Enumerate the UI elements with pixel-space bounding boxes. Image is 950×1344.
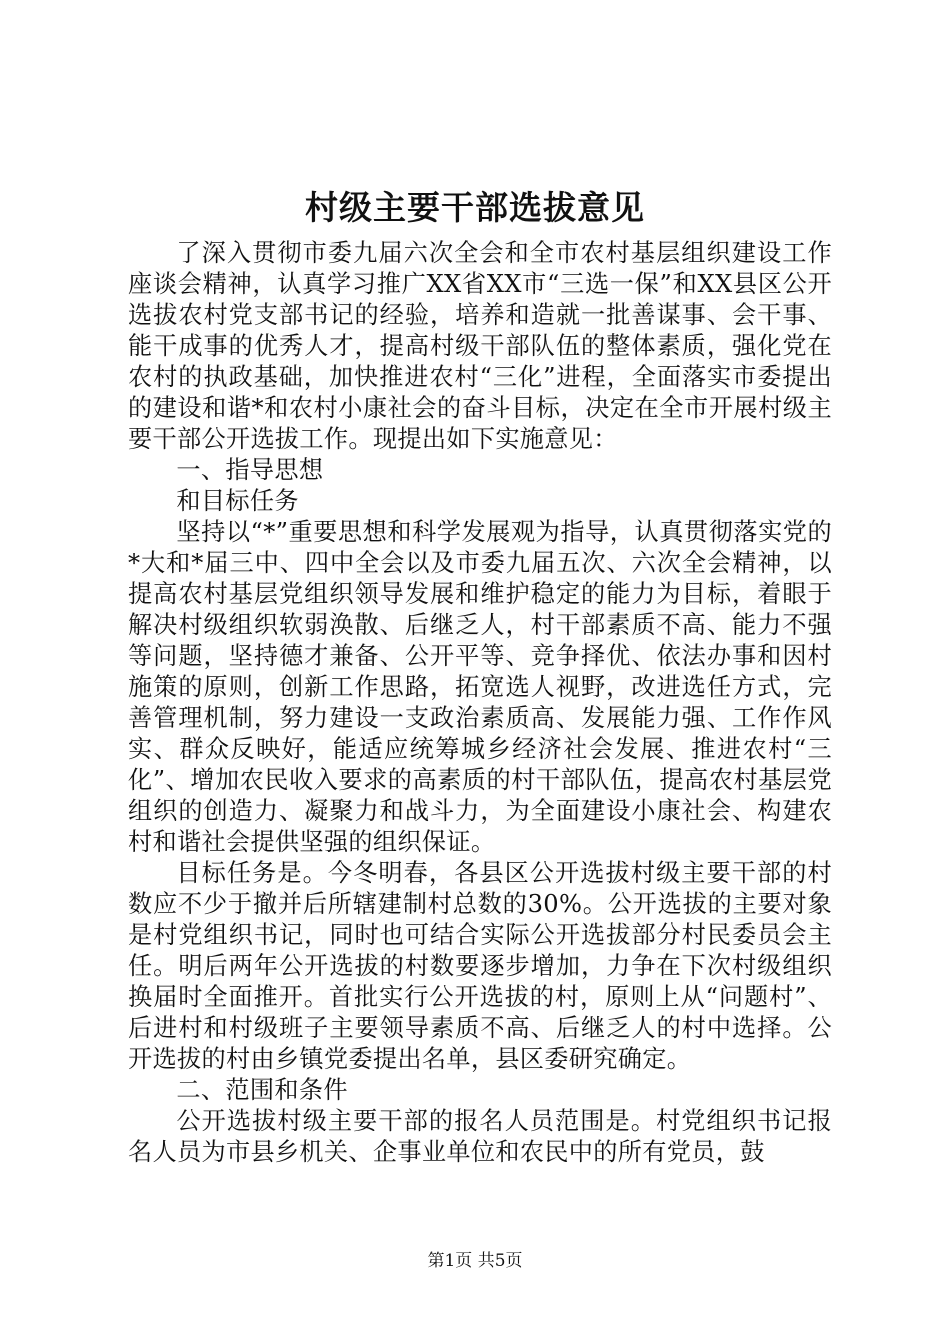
paragraph-scope: 公开选拔村级主要干部的报名人员范围是。村党组织书记报名人员为市县乡机关、企事业单位和农民中的所有党员，鼓: [128, 1107, 832, 1166]
document-body: [128, 238, 832, 1168]
paragraph-guiding-ideology: 坚持以“*”重要思想和科学发展观为指导，认真贯彻落实党的*大和*届三中、四中全会以及市委九届五次、六次全会精神，以提高农村基层党组织领导发展和维护稳定的能力为目标，着眼于解决村级组织软弱涣散、后继乏人，村干部素质不高、能力不强等问题，坚持德才兼备、公开平等、竞争择优、依法办事和因村施策的原则，创新工作思路，拓宽选人视野，改进选任方式，完善管理机制，努力建设一支政治素质高、发展能力强、工作作风实、群众反映好，能适应统筹城乡经济社会发展、推进农村“三化”、增加农民收入要求的高素质的村干部队伍，提高农村基层党组织的创造力、凝聚力和战斗力，为全面建设小康社会、构建农村和谐社会提供坚强的组织保证。: [128, 518, 832, 856]
page-number-footer: 第1页 共5页: [427, 1251, 523, 1271]
paragraph-intro: 了深入贯彻市委九届六次全会和全市农村基层组织建设工作座谈会精神，认真学习推广XX省XX市“三选一保”和XX县区公开选拔农村党支部书记的经验，培养和造就一批善谋事、会干事、能干成事的优秀人才，提高村级干部队伍的整体素质，强化党在农村的执政基础，加快推进农村“三化”进程，全面落实市委提出的建设和谐*和农村小康社会的奋斗目标，决定在全市开展村级主要干部公开选拔工作。现提出如下实施意见：: [128, 239, 832, 453]
document-title: 村级主要干部选拔意见: [305, 188, 645, 227]
paragraph-target-tasks: 目标任务是。今冬明春，各县区公开选拔村级主要干部的村数应不少于撤并后所辖建制村总数的30%。公开选拔的主要对象是村党组织书记，同时也可结合实际公开选拔部分村民委员会主任。明后两年公开选拔的村数要逐步增加，力争在下次村级组织换届时全面推开。首批实行公开选拔的村，原则上从“问题村”、后进村和村级班子主要领导素质不高、后继乏人的村中选择。公开选拔的村由乡镇党委提出名单，县区委研究确定。: [128, 859, 832, 1073]
section-heading-1-cont: 和目标任务: [176, 487, 299, 515]
section-heading-1: 一、指导思想: [176, 456, 324, 484]
section-heading-2: 二、范围和条件: [176, 1076, 348, 1104]
